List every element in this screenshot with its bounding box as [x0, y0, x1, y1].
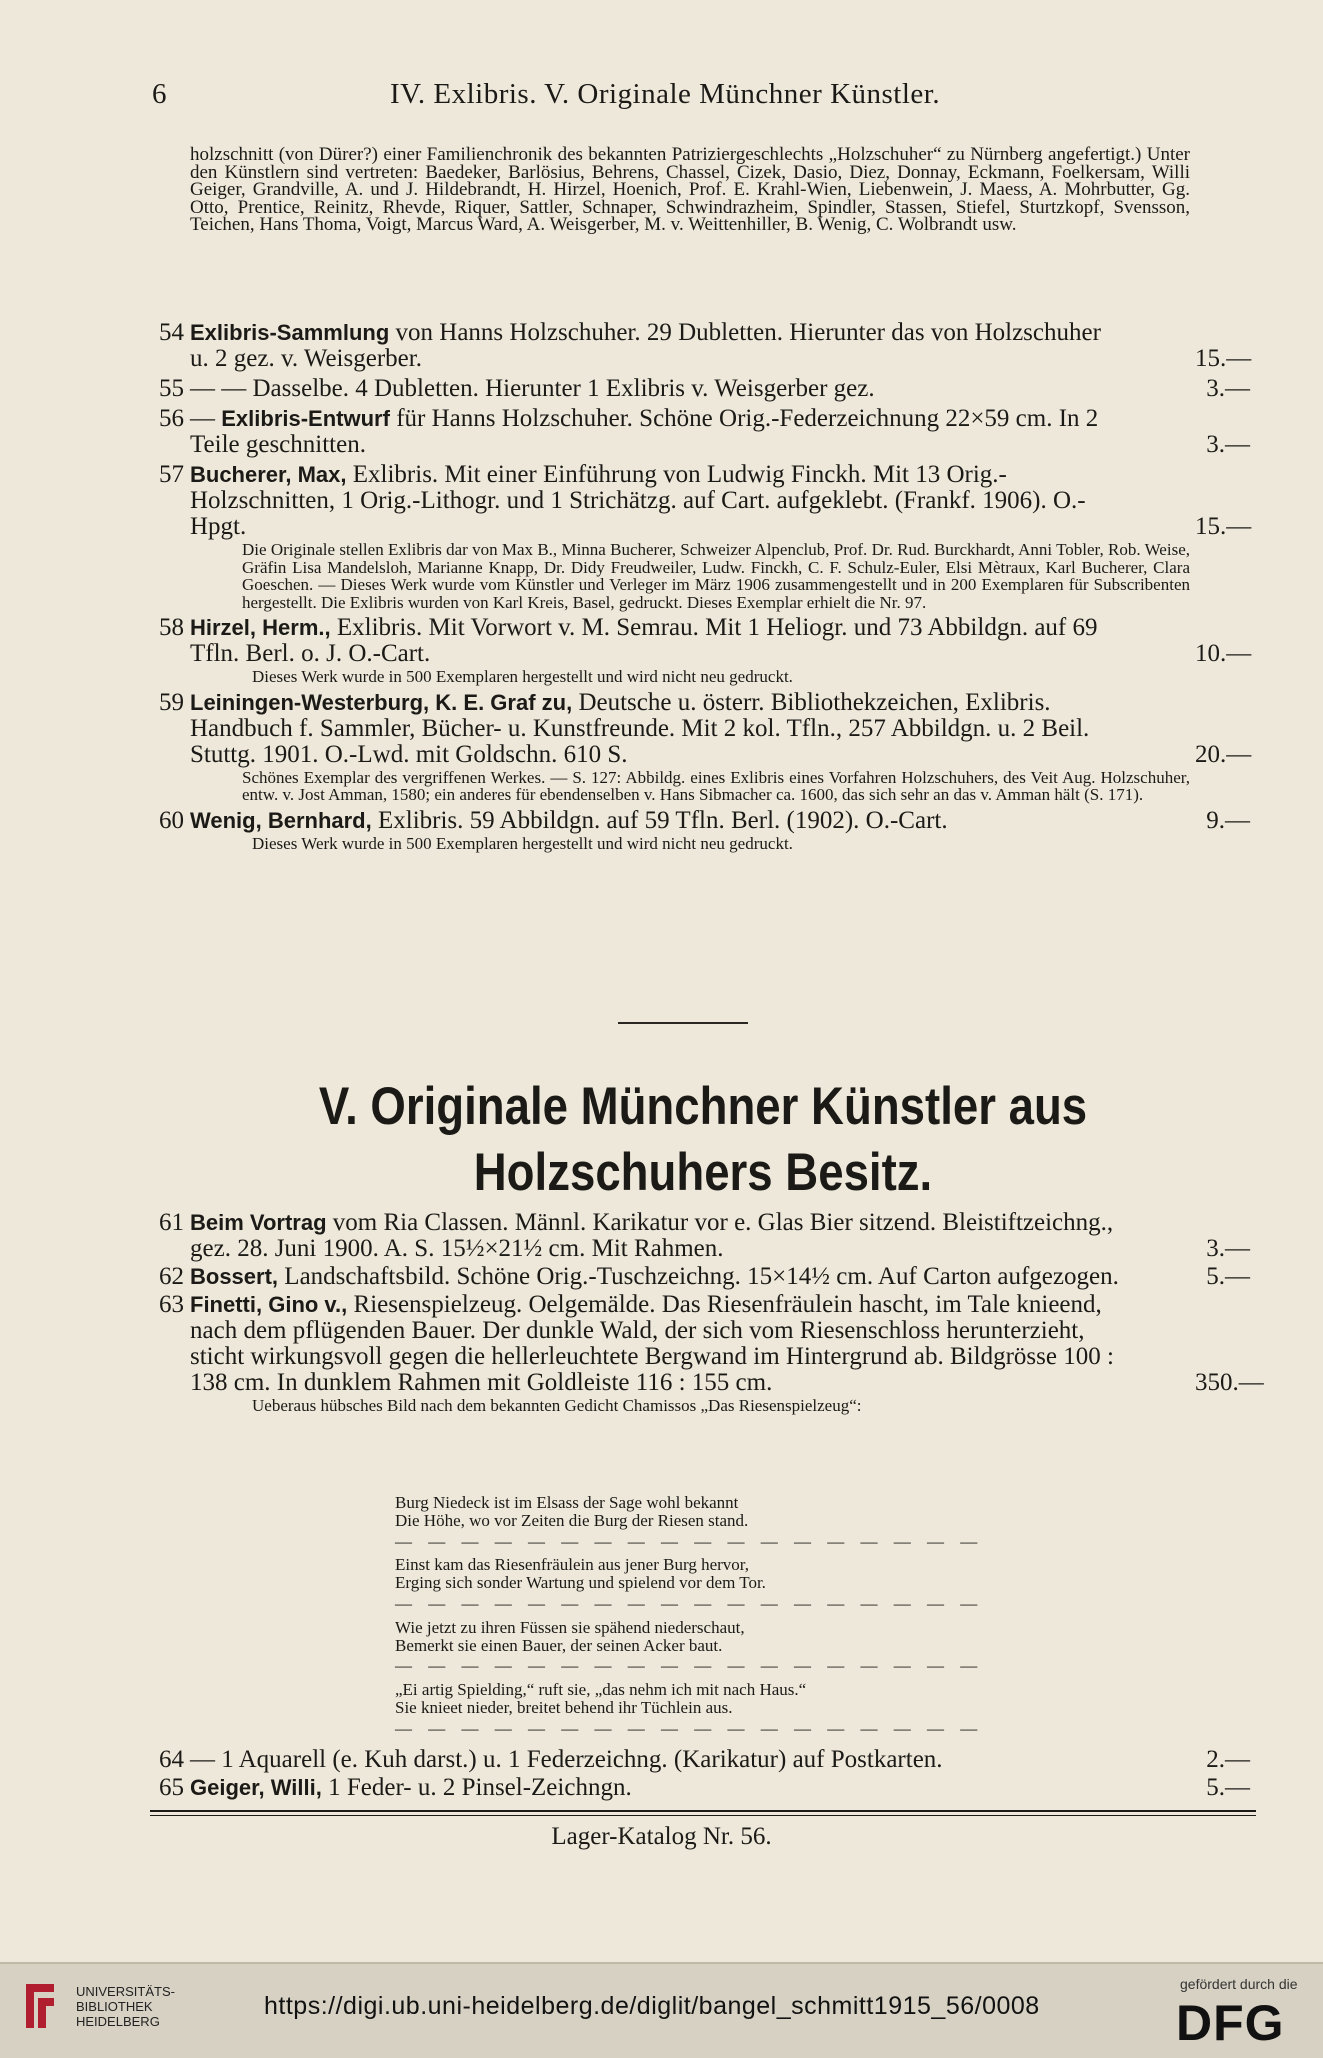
poem-line: Burg Niedeck ist im Elsass der Sage wohl bekannt: [395, 1493, 739, 1512]
entry-text: Exlibris. 59 Abbildgn. auf 59 Tfln. Berl. (1902). O.-Cart.: [371, 806, 948, 834]
poem-omission-dashes: — — — — — — — — — — — — — — — — — —: [395, 1656, 984, 1676]
section-title-line-1: V. Originale Münchner Künstler aus: [318, 1077, 1088, 1136]
entry-text: von Hanns Holzschuher. 29 Dubletten. Hierunter das von Holzschuher u. 2 gez. v. Weisgerber.: [190, 319, 1101, 372]
entry-body: [159, 1209, 1250, 1262]
entry-price: 5.—: [1206, 1774, 1250, 1801]
ub-heidelberg-icon: [18, 1980, 62, 2032]
poem-omission-dashes: — — — — — — — — — — — — — — — — — —: [395, 1718, 984, 1738]
catalog-entry: [159, 614, 1252, 686]
catalog-entry: [159, 1291, 1264, 1415]
entry-number: 57: [159, 461, 184, 488]
university-logo[interactable]: [18, 1974, 188, 2044]
running-header: [150, 78, 1256, 118]
dfg-logo[interactable]: DFG: [1176, 1995, 1285, 2051]
bottom-rule-thin: [150, 1815, 1256, 1816]
entry-prefix: — — Dasselbe. 4 Dubletten. Hierunter 1 Exlibris v. Weisgerber gez.: [190, 375, 875, 402]
entry-text: für Hanns Holzschuher. Schöne Orig.-Federzeichnung 22×59 cm. In 2 Teile geschnitten.: [190, 405, 1099, 458]
entry-body: [159, 688, 1252, 768]
entry-text: Exlibris. Mit Vorwort v. M. Semrau. Mit 1 Heliogr. und 73 Abbildgn. auf 69 Tfln. Berl. o. J. O.-Cart.: [190, 614, 1098, 667]
entry-price: 3.—: [1206, 431, 1250, 458]
section-divider: [618, 1022, 748, 1024]
entry-number: 55: [159, 375, 184, 402]
section-title-line-2: Holzschuhers Besitz.: [473, 1143, 933, 1202]
entry-heading: Finetti, Gino v.,: [190, 1292, 348, 1317]
entry-number: 54: [159, 319, 184, 346]
intro-paragraph: holzschnitt (von Dürer?) einer Familienchronik des bekannten Patriziergeschlechts „Holzschuher“ zu Nürnberg angefertigt.) Unter den Künstlern sind vertreten: Baedeker, Barlösius, Behrens, Chassel, Cizek, Dasio, Diez, Donnay, Eckmann, Foelkersam, Willi Geiger, Grandville, A. und J. Hildebrandt, H. Hirzel, Hoenich, Prof. E. Krahl-Wien, Liebenwein, J. Maess, A. Mohrbutter, Gg. Otto, Prentice, Reinitz, Rhevde, Riquer, Sattler, Schnaper, Schwindrazheim, Spindler, Stassen, Stiefel, Sturtzkopf, Svensson, Teichen, Hans Thoma, Voigt, Marcus Ward, A. Weisgerber, M. v. Weittenhiller, B. Wenig, C. Wolbrandt usw.: [190, 144, 1190, 235]
permalink-url[interactable]: https://digi.ub.uni-heidelberg.de/diglit/bangel_schmitt1915_56/0008: [264, 1992, 1040, 2020]
entry-heading: Leiningen-Westerburg, K. E. Graf zu,: [190, 689, 573, 715]
funder-label: gefördert durch die: [1180, 1976, 1298, 1992]
university-name-line-1: UNIVERSITÄTS-: [76, 1984, 175, 1999]
poem-line: Einst kam das Riesenfräulein aus jener Burg hervor,: [395, 1555, 750, 1575]
university-name-line-2: BIBLIOTHEK: [76, 1999, 153, 2014]
catalog-entry: [159, 1774, 1250, 1801]
entry-number: 61: [159, 1209, 184, 1236]
catalog-entry: [159, 405, 1250, 458]
poem-line: Die Höhe, wo vor Zeiten die Burg der Riesen stand.: [395, 1510, 749, 1530]
poem-line: Sie knieet nieder, breitet behend ihr Tüchlein aus.: [395, 1697, 733, 1717]
entry-body: [159, 806, 1250, 834]
entry-number: 63: [159, 1291, 184, 1318]
entry-price: 20.—: [1195, 740, 1252, 768]
poem-omission-dashes: — — — — — — — — — — — — — — — — — —: [395, 1531, 984, 1551]
bottom-rule-thick: [150, 1810, 1256, 1812]
entry-note: Schönes Exemplar des vergriffenen Werkes. — S. 127: Abbildg. eines Exlibris eines Vorfahren Holzschuhers, des Veit Aug. Holzschuher, entw. v. Jost Amman, 1580; ein anderes für ebendenselben v. Hans Sibmacher ca. 1600, das sich sehr an das v. Amman hält (S. 171).: [242, 767, 1190, 804]
entry-heading: Geiger, Willi,: [190, 1775, 322, 1800]
entry-text: Riesenspielzeug. Oelgemälde. Das Riesenfräulein hascht, im Tale knieend, nach dem pflügenden Bauer. Der dunkle Wald, der sich vom Riesenschloss herunterzieht, sticht wirkungsvoll gegen die hellerleuchtete Bergwand im Hintergrund ab. Bildgrösse 100 : 138 cm. In dunklem Rahmen mit Goldleiste 116 : 155 cm.: [190, 1291, 1114, 1396]
catalog-entry: [159, 688, 1252, 804]
entry-note: Die Originale stellen Exlibris dar von Max B., Minna Bucherer, Schweizer Alpenclub, Prof. Dr. Rud. Burckhardt, Anni Tobler, Rob. Weise, Gräfin Lisa Mandelsloh, Marianne Knapp, Dr. Didy Freudweiler, Ludw. Finckh, C. F. Schulz-Euler, Elsi Mètraux, Karl Bucherer, Clara Goeschen. — Dieses Werk wurde vom Künstler und Verleger im März 1906 zusammengestellt und in 200 Exemplaren für Subscribenten hergestellt. Die Exlibris wurden von Karl Kreis, Basel, gedruckt. Dieses Exemplar erhielt die Nr. 97.: [242, 540, 1190, 612]
entry-text: vom Ria Classen. Männl. Karikatur vor e. Glas Bier sitzend. Bleistiftzeichng., gez. 28. Juni 1900. A. S. 15½×21½ cm. Mit Rahmen.: [190, 1209, 1114, 1262]
entry-price: 350.—: [1195, 1369, 1264, 1396]
catalog-entry: [159, 461, 1252, 612]
entry-heading: Beim Vortrag: [190, 1210, 327, 1235]
entry-number: 62: [159, 1263, 184, 1290]
entry-price: 15.—: [1195, 513, 1252, 540]
entry-price: 5.—: [1206, 1263, 1250, 1290]
entry-text: 1 Feder- u. 2 Pinsel-Zeichngn.: [321, 1774, 632, 1801]
entry-text: Landschaftsbild. Schöne Orig.-Tuschzeichng. 15×14½ cm. Auf Carton aufgezogen.: [278, 1263, 1119, 1290]
poem-stanza: [395, 1556, 1035, 1612]
poem-quote: [395, 1494, 1035, 1744]
page-number: 6: [152, 78, 167, 110]
entries-originals-continued: [159, 1746, 1250, 1803]
entry-text: Exlibris. Mit einer Einführung von Ludwig Finckh. Mit 13 Orig.-Holzschnitten, 1 Orig.-Lithogr. und 1 Strichätzg. auf Cart. aufgeklebt. (Frankf. 1906). O.-Hpgt.: [190, 461, 1086, 540]
entry-prefix: —: [190, 405, 222, 432]
catalog-entry: [159, 375, 1250, 402]
running-title: IV. Exlibris. V. Originale Münchner Künstler.: [390, 78, 941, 110]
entry-number: 60: [159, 806, 184, 834]
entry-body: [159, 1263, 1250, 1290]
poem-line: Wie jetzt zu ihren Füssen sie spähend niederschaut,: [395, 1617, 745, 1637]
entry-price: 9.—: [1206, 806, 1250, 834]
digitization-bar: [0, 1962, 1323, 2058]
poem-stanza: [395, 1619, 1035, 1675]
poem-omission-dashes: — — — — — — — — — — — — — — — — — —: [395, 1593, 984, 1613]
entry-price: 2.—: [1206, 1746, 1250, 1773]
entry-heading: Wenig, Bernhard,: [190, 807, 372, 833]
entry-note: Ueberaus hübsches Bild nach dem bekannten Gedicht Chamissos „Das Riesenspielzeug“:: [252, 1396, 862, 1415]
catalog-entry: [159, 1209, 1250, 1262]
entry-body: [159, 1774, 1250, 1801]
entry-body: [159, 461, 1252, 540]
entry-body: [159, 614, 1252, 667]
entry-heading: Hirzel, Herm.,: [190, 615, 331, 640]
entry-note: Dieses Werk wurde in 500 Exemplaren hergestellt und wird nicht neu gedruckt.: [252, 833, 793, 853]
entry-text: Deutsche u. österr. Bibliothekzeichen, Exlibris. Handbuch f. Sammler, Bücher- u. Kunstfreunde. Mit 2 kol. Tfln., 257 Abbildgn. u. 2 Beil. Stuttg. 1901. O.-Lwd. mit Goldschn. 610 S.: [190, 688, 1090, 768]
entry-heading: Exlibris-Entwurf: [221, 406, 390, 431]
entries-originals: [159, 1209, 1264, 1417]
catalog-entry: [159, 1746, 1250, 1773]
catalog-entry: [159, 319, 1252, 372]
entry-number: 59: [159, 688, 184, 716]
entry-price: 3.—: [1206, 375, 1250, 402]
entry-price: 15.—: [1195, 345, 1252, 372]
entry-number: 65: [159, 1774, 184, 1801]
entry-body: [159, 375, 1250, 402]
poem-line: Bemerkt sie einen Bauer, der seinen Acker baut.: [395, 1635, 723, 1655]
entries-exlibris: [159, 319, 1252, 856]
university-name: [76, 1984, 175, 2029]
catalog-entry: [159, 806, 1250, 853]
entry-note: Dieses Werk wurde in 500 Exemplaren hergestellt und wird nicht neu gedruckt.: [252, 667, 793, 686]
entry-body: [159, 319, 1252, 372]
entry-price: 3.—: [1206, 1235, 1250, 1262]
poem-line: Erging sich sonder Wartung und spielend vor dem Tor.: [395, 1573, 766, 1593]
catalog-footer: Lager-Katalog Nr. 56.: [551, 1823, 772, 1850]
university-name-line-3: HEIDELBERG: [76, 2014, 160, 2029]
entry-heading: Bucherer, Max,: [190, 462, 347, 487]
section-title: [227, 1074, 1178, 1206]
catalog-entry: [159, 1263, 1250, 1290]
entry-body: [159, 1291, 1264, 1396]
poem-stanza: [395, 1681, 1035, 1737]
entry-number: 64: [159, 1746, 184, 1773]
entry-body: [159, 1746, 1250, 1773]
poem-stanza: [395, 1494, 1035, 1550]
entry-price: 10.—: [1195, 640, 1252, 667]
poem-line: „Ei artig Spielding,“ ruft sie, „das nehm ich mit nach Haus.“: [395, 1680, 807, 1700]
entry-heading: Bossert,: [190, 1264, 279, 1289]
entry-prefix: — 1 Aquarell (e. Kuh darst.) u. 1 Federzeichng. (Karikatur) auf Postkarten.: [190, 1746, 943, 1773]
entry-number: 58: [159, 614, 184, 641]
entry-body: [159, 405, 1250, 458]
entry-number: 56: [159, 405, 184, 432]
entry-heading: Exlibris-Sammlung: [190, 320, 390, 345]
